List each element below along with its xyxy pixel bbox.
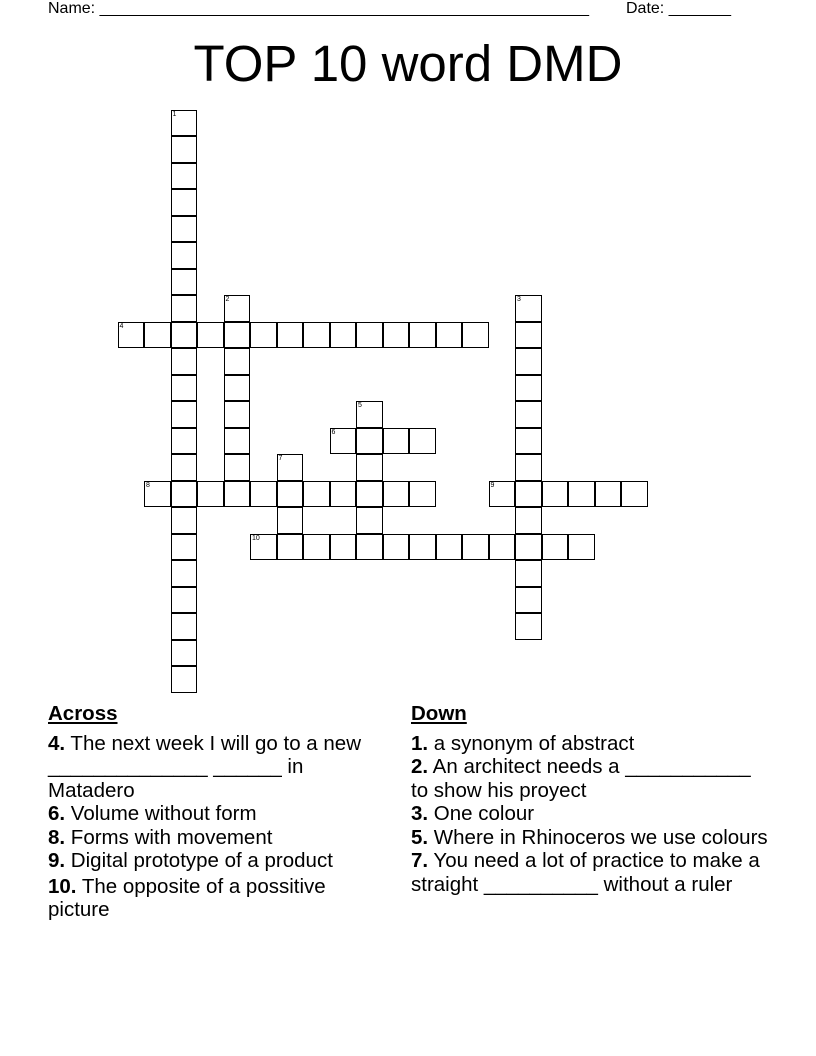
clue-number: 1. — [411, 731, 429, 755]
grid-cell — [515, 295, 542, 322]
grid-cell — [515, 454, 542, 481]
grid-cell — [330, 428, 357, 455]
grid-cell — [436, 322, 463, 349]
grid-cell — [462, 322, 489, 349]
grid-cell — [171, 348, 198, 375]
clue-number: 8. — [48, 825, 66, 849]
grid-cell — [171, 295, 198, 322]
across-clue — [48, 826, 388, 850]
across-clue — [48, 875, 388, 922]
grid-cell — [409, 428, 436, 455]
grid-cell — [356, 454, 383, 481]
grid-cell — [515, 348, 542, 375]
down-clue — [411, 732, 771, 756]
name-field-label: Name: _______________________________________________________ — [48, 0, 589, 17]
grid-cell — [595, 481, 622, 508]
grid-cell — [171, 613, 198, 640]
grid-cell — [621, 481, 648, 508]
across-heading: Across — [48, 702, 118, 725]
grid-cell — [515, 401, 542, 428]
grid-cell — [409, 481, 436, 508]
grid-cell — [542, 481, 569, 508]
grid-cell — [515, 613, 542, 640]
grid-cell — [356, 322, 383, 349]
grid-cell — [277, 322, 304, 349]
grid-cell — [224, 428, 251, 455]
grid-cell — [462, 534, 489, 561]
grid-cell — [383, 534, 410, 561]
grid-cell — [515, 534, 542, 561]
grid-cell — [171, 534, 198, 561]
down-clue-list — [411, 732, 771, 897]
clue-text: The next week I will go to a new ______________ ______ in Matadero — [48, 731, 361, 802]
grid-cell — [224, 322, 251, 349]
cell-number: 9 — [490, 481, 495, 489]
grid-cell — [409, 322, 436, 349]
across-clue — [48, 732, 388, 803]
grid-cell — [515, 428, 542, 455]
grid-cell — [568, 534, 595, 561]
grid-cell — [224, 401, 251, 428]
across-clue — [48, 849, 388, 873]
grid-cell — [171, 587, 198, 614]
grid-cell — [224, 454, 251, 481]
grid-cell — [277, 481, 304, 508]
grid-cell — [330, 322, 357, 349]
grid-cell — [515, 322, 542, 349]
grid-cell — [356, 507, 383, 534]
grid-cell — [250, 534, 277, 561]
grid-cell — [224, 375, 251, 402]
across-clues — [48, 702, 388, 922]
grid-cell — [250, 322, 277, 349]
down-heading: Down — [411, 702, 467, 725]
across-clue-list — [48, 732, 388, 922]
cell-number: 7 — [278, 455, 283, 462]
clue-text: The opposite of a possitive picture — [48, 874, 326, 921]
grid-cell — [197, 322, 224, 349]
grid-cell — [383, 322, 410, 349]
grid-cell — [277, 507, 304, 534]
cell-number: 8 — [146, 481, 150, 489]
grid-cell — [224, 481, 251, 508]
grid-cell — [356, 481, 383, 508]
down-clue — [411, 826, 771, 850]
grid-cell — [436, 534, 463, 561]
grid-cell — [303, 481, 330, 508]
date-field-label: Date: _______ — [626, 0, 731, 17]
grid-cell — [171, 189, 198, 216]
grid-cell — [144, 481, 171, 508]
grid-cell — [171, 401, 198, 428]
grid-cell — [568, 481, 595, 508]
cell-number: 1 — [172, 110, 177, 118]
grid-cell — [171, 375, 198, 402]
grid-cell — [542, 534, 569, 561]
down-clue — [411, 802, 771, 826]
clue-text: Forms with movement — [65, 825, 273, 849]
grid-cell — [171, 269, 198, 296]
grid-cell — [224, 348, 251, 375]
grid-cell — [171, 163, 198, 190]
clue-number: 10. — [48, 874, 77, 898]
grid-cell — [383, 481, 410, 508]
clue-number: 2. — [411, 755, 429, 778]
grid-cell — [515, 587, 542, 614]
grid-cell — [197, 481, 224, 508]
grid-cell — [277, 534, 304, 561]
grid-cell — [515, 375, 542, 402]
clue-number: 7. — [411, 849, 429, 872]
grid-cell — [144, 322, 171, 349]
puzzle-title: TOP 10 word DMD — [193, 35, 623, 92]
grid-cell — [171, 507, 198, 534]
clue-number: 6. — [48, 802, 66, 825]
grid-cell — [171, 428, 198, 455]
grid-cell — [118, 322, 145, 349]
clue-number: 5. — [411, 825, 429, 849]
grid-cell — [489, 534, 516, 561]
cell-number: 2 — [225, 296, 230, 303]
cell-number: 6 — [331, 428, 336, 436]
clue-text: Where in Rhinoceros we use colours — [428, 825, 768, 849]
grid-cell — [383, 428, 410, 455]
grid-cell — [277, 454, 304, 481]
grid-cell — [171, 560, 198, 587]
grid-cell — [515, 507, 542, 534]
grid-cell — [171, 666, 198, 693]
grid-cell — [171, 481, 198, 508]
clue-text: Digital prototype of a product — [65, 849, 333, 872]
grid-cell — [356, 428, 383, 455]
clue-text: Volume without form — [65, 802, 257, 825]
clue-number: 9. — [48, 849, 66, 872]
cell-number: 5 — [358, 402, 362, 409]
grid-cell — [330, 534, 357, 561]
grid-cell — [303, 534, 330, 561]
grid-cell — [303, 322, 330, 349]
clue-number: 4. — [48, 731, 66, 755]
down-clue — [411, 755, 771, 802]
grid-cell — [171, 110, 198, 137]
grid-cell — [171, 242, 198, 269]
clue-text: You need a lot of practice to make a straight __________ without a ruler — [411, 849, 760, 896]
across-clue — [48, 802, 388, 826]
grid-cell — [171, 216, 198, 243]
grid-cell — [171, 136, 198, 163]
down-clues — [411, 702, 771, 896]
grid-cell — [356, 401, 383, 428]
grid-cell — [489, 481, 516, 508]
grid-cell — [171, 640, 198, 667]
grid-cell — [330, 481, 357, 508]
grid-cell — [409, 534, 436, 561]
clue-text: One colour — [428, 802, 535, 825]
grid-cell — [356, 534, 383, 561]
cell-number: 10 — [252, 534, 260, 542]
grid-cell — [171, 454, 198, 481]
clue-text: An architect needs a ___________ to show his proyect — [411, 755, 751, 802]
down-clue — [411, 849, 771, 896]
grid-cell — [224, 295, 251, 322]
grid-cell — [515, 560, 542, 587]
cell-number: 3 — [517, 296, 521, 303]
cell-number: 4 — [119, 322, 124, 330]
grid-cell — [515, 481, 542, 508]
grid-cell — [171, 322, 198, 349]
grid-cell — [250, 481, 277, 508]
clue-number: 3. — [411, 802, 429, 825]
clue-text: a synonym of abstract — [428, 731, 635, 755]
